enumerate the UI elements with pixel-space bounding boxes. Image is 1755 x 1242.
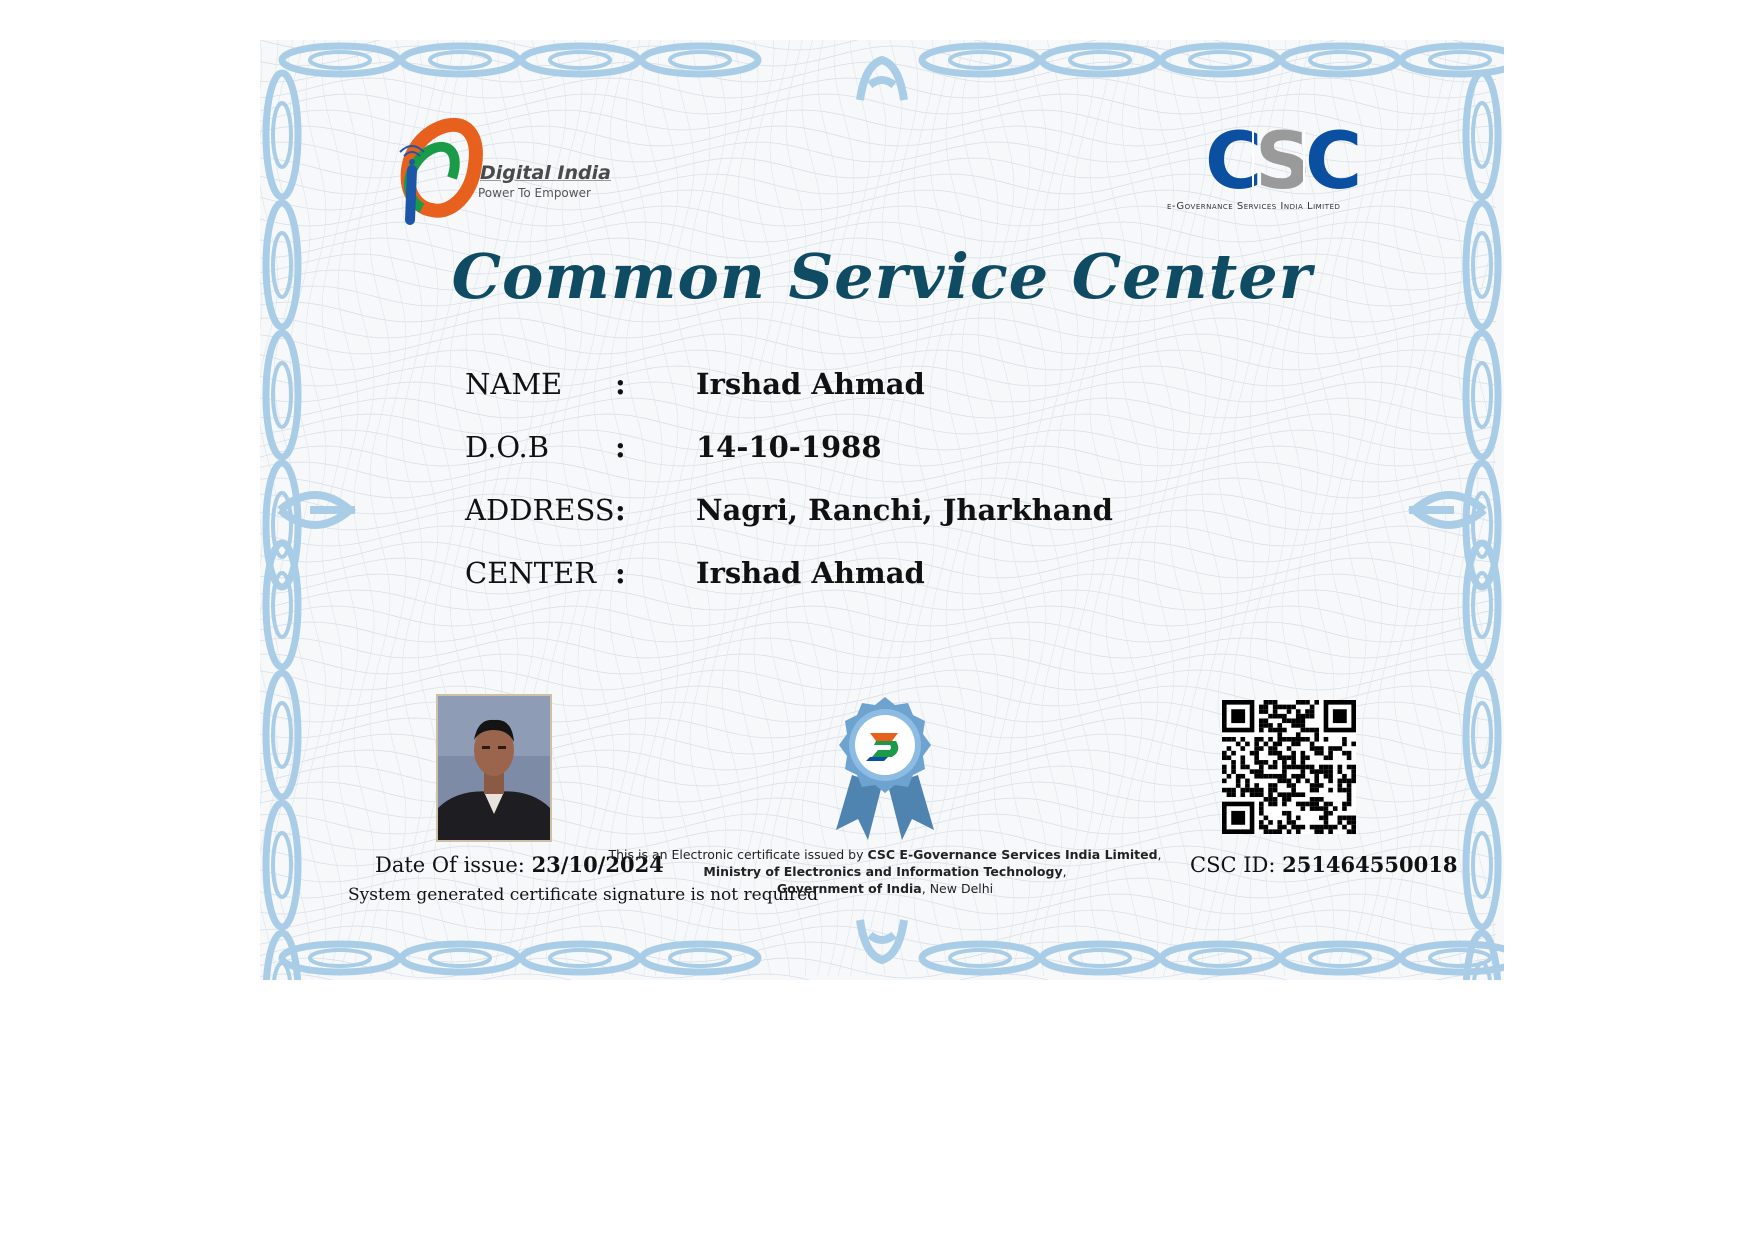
- csc-id-value: 251464550018: [1282, 852, 1458, 877]
- holder-photo: [436, 694, 552, 842]
- csc-tagline: e-Governance Services India Limited: [1167, 201, 1341, 212]
- dob-value: 14-10-1988: [696, 430, 882, 464]
- name-value: Irshad Ahmad: [696, 367, 925, 401]
- csc-logo: [1165, 110, 1415, 230]
- certificate-title: Common Service Center: [451, 240, 1313, 313]
- issuer-prefix: This is an Electronic certificate issued by: [608, 847, 864, 862]
- center-colon: :: [615, 556, 626, 590]
- csc-letter-c2: C: [1305, 117, 1363, 207]
- address-value: Nagri, Ranchi, Jharkhand: [696, 493, 1113, 527]
- issuer-company: CSC E-Governance Services India Limited: [867, 847, 1158, 862]
- issuer-city: New Delhi: [929, 881, 994, 896]
- dob-label: D.O.B: [465, 430, 550, 464]
- issuer-statement: This is an Electronic certificate issued by CSC E-Governance Services India Limited, Ministry of Electronics and Information Technology, Government of India, New Delhi: [608, 847, 1162, 896]
- csc-letter-s: S: [1255, 117, 1312, 207]
- center-label: CENTER: [465, 556, 597, 590]
- issuer-government: Government of India: [776, 881, 922, 896]
- name-colon: :: [615, 367, 626, 401]
- digital-india-tagline: Power To Empower: [478, 186, 591, 200]
- issuer-ministry: Ministry of Electronics and Information Technology: [703, 864, 1063, 879]
- digital-india-title: Digital India: [480, 162, 611, 184]
- address-label: ADDRESS: [465, 493, 615, 527]
- address-colon: :: [615, 493, 626, 527]
- csc-id-label: CSC ID:: [1190, 853, 1276, 877]
- date-of-issue-value: 23/10/2024: [531, 852, 664, 877]
- signature-note: System generated certificate signature is not required: [348, 885, 819, 905]
- csc-letter-c1: C: [1205, 117, 1263, 207]
- name-label: NAME: [465, 367, 563, 401]
- award-badge-icon: [830, 695, 940, 840]
- csc-id: [1190, 852, 1457, 877]
- certificate: [260, 40, 1504, 980]
- center-value: Irshad Ahmad: [696, 556, 925, 590]
- dob-colon: :: [615, 430, 626, 464]
- qr-code: [1222, 700, 1356, 834]
- date-of-issue-label: Date Of issue:: [375, 853, 525, 877]
